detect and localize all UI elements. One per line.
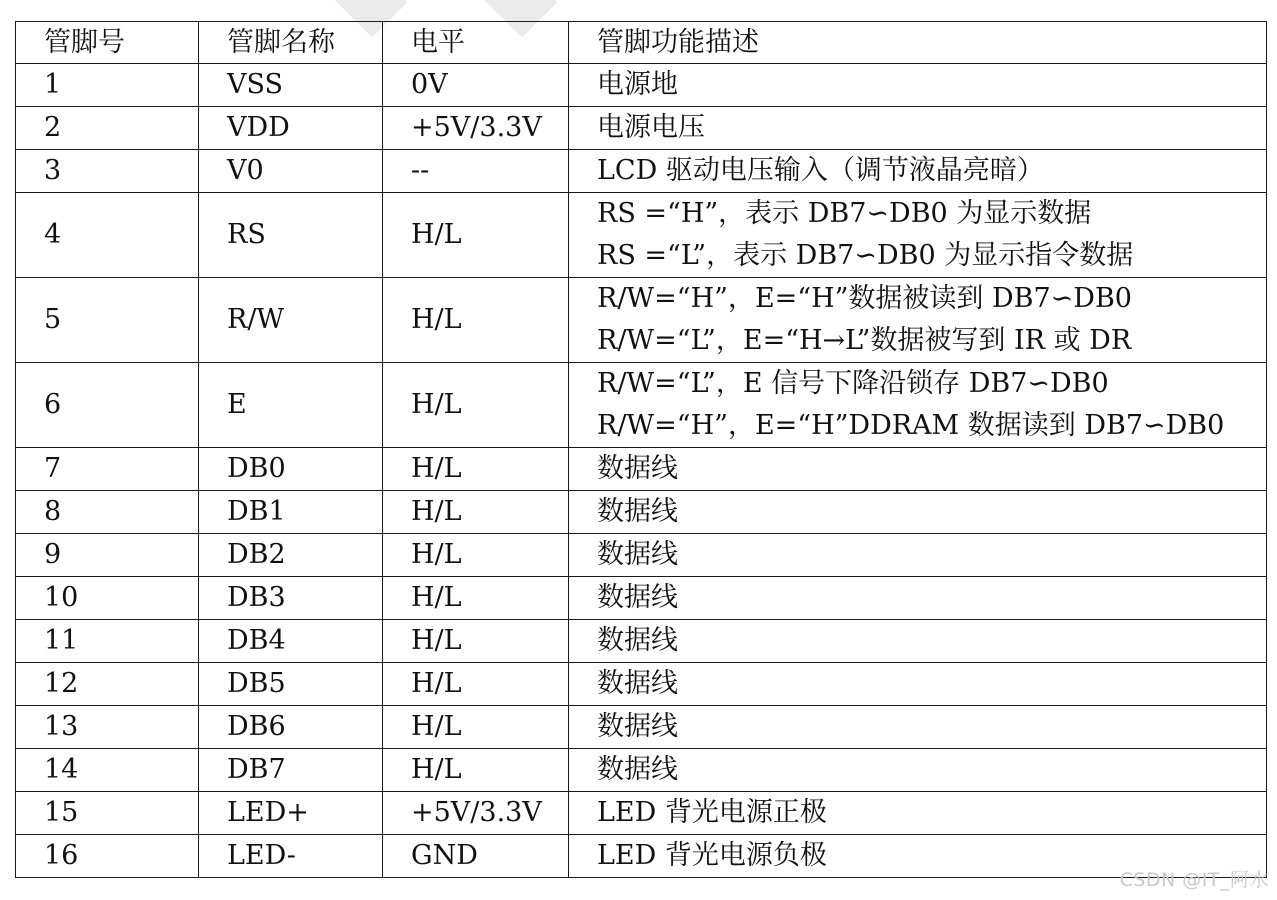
pin-name-cell: VSS xyxy=(199,64,383,107)
description-line: 电源电压 xyxy=(597,112,705,143)
pin-number-cell: 7 xyxy=(16,448,199,491)
description-cell xyxy=(569,706,1267,749)
level-cell: +5V/3.3V xyxy=(383,792,569,835)
table-row xyxy=(16,749,1267,792)
table-row xyxy=(16,363,1267,448)
header-level: 电平 xyxy=(383,22,569,64)
level-cell: GND xyxy=(383,835,569,878)
table-row xyxy=(16,150,1267,193)
level-cell: H/L xyxy=(383,363,569,448)
description-cell xyxy=(569,150,1267,193)
description-cell xyxy=(569,534,1267,577)
description-line: R/W=“L”，E 信号下降沿锁存 DB7∽DB0 xyxy=(597,368,1109,399)
description-cell xyxy=(569,792,1267,835)
pin-name-cell: LED+ xyxy=(199,792,383,835)
pin-name-cell: LED- xyxy=(199,835,383,878)
pin-number-cell: 10 xyxy=(16,577,199,620)
level-cell: H/L xyxy=(383,491,569,534)
description-cell xyxy=(569,363,1267,448)
pin-number-cell: 1 xyxy=(16,64,199,107)
table-row xyxy=(16,448,1267,491)
table-row xyxy=(16,792,1267,835)
table-row xyxy=(16,663,1267,706)
description-cell xyxy=(569,64,1267,107)
description-cell xyxy=(569,278,1267,363)
level-cell: +5V/3.3V xyxy=(383,107,569,150)
table-row xyxy=(16,278,1267,363)
description-cell xyxy=(569,193,1267,278)
pin-table xyxy=(15,21,1267,878)
description-line: 数据线 xyxy=(597,496,678,527)
description-line: LED 背光电源正极 xyxy=(597,797,827,828)
description-line: 数据线 xyxy=(597,453,678,484)
table-row xyxy=(16,64,1267,107)
header-description: 管脚功能描述 xyxy=(569,22,1267,64)
table-body xyxy=(16,64,1267,878)
header-pin-number: 管脚号 xyxy=(16,22,199,64)
level-cell: H/L xyxy=(383,663,569,706)
pin-name-cell: VDD xyxy=(199,107,383,150)
table-row xyxy=(16,107,1267,150)
level-cell: H/L xyxy=(383,749,569,792)
table-header-row xyxy=(16,22,1267,64)
description-line: 数据线 xyxy=(597,754,678,785)
description-cell xyxy=(569,749,1267,792)
pin-name-cell: DB4 xyxy=(199,620,383,663)
pin-number-cell: 11 xyxy=(16,620,199,663)
description-line: 数据线 xyxy=(597,668,678,699)
pin-name-cell: V0 xyxy=(199,150,383,193)
description-cell xyxy=(569,577,1267,620)
table-row xyxy=(16,491,1267,534)
pin-name-cell: DB1 xyxy=(199,491,383,534)
description-line: 电源地 xyxy=(597,69,678,100)
pin-name-cell: DB7 xyxy=(199,749,383,792)
pin-number-cell: 2 xyxy=(16,107,199,150)
description-line: RS =“H”，表示 DB7∽DB0 为显示数据 xyxy=(597,198,1092,229)
level-cell: H/L xyxy=(383,534,569,577)
pin-name-cell: R/W xyxy=(199,278,383,363)
description-line: 数据线 xyxy=(597,582,678,613)
level-cell: H/L xyxy=(383,278,569,363)
pin-number-cell: 5 xyxy=(16,278,199,363)
pin-name-cell: RS xyxy=(199,193,383,278)
pin-name-cell: E xyxy=(199,363,383,448)
description-line: 数据线 xyxy=(597,711,678,742)
pin-name-cell: DB0 xyxy=(199,448,383,491)
description-line: RS =“L”，表示 DB7∽DB0 为显示指令数据 xyxy=(597,240,1134,271)
pin-table-container xyxy=(15,21,1266,878)
description-line: 数据线 xyxy=(597,539,678,570)
table-row xyxy=(16,193,1267,278)
pin-number-cell: 16 xyxy=(16,835,199,878)
pin-number-cell: 13 xyxy=(16,706,199,749)
pin-number-cell: 3 xyxy=(16,150,199,193)
description-cell xyxy=(569,620,1267,663)
level-cell: H/L xyxy=(383,620,569,663)
level-cell: H/L xyxy=(383,706,569,749)
description-line: R/W=“L”，E=“H→L”数据被写到 IR 或 DR xyxy=(597,325,1132,356)
pin-number-cell: 6 xyxy=(16,363,199,448)
table-row xyxy=(16,620,1267,663)
description-cell xyxy=(569,491,1267,534)
pin-name-cell: DB5 xyxy=(199,663,383,706)
description-line: LED 背光电源负极 xyxy=(597,840,827,871)
table-row xyxy=(16,835,1267,878)
pin-name-cell: DB3 xyxy=(199,577,383,620)
table-row xyxy=(16,534,1267,577)
pin-number-cell: 14 xyxy=(16,749,199,792)
level-cell: H/L xyxy=(383,193,569,278)
pin-name-cell: DB6 xyxy=(199,706,383,749)
description-line: R/W=“H”，E=“H”DDRAM 数据读到 DB7∽DB0 xyxy=(597,410,1225,441)
level-cell: H/L xyxy=(383,577,569,620)
level-cell: 0V xyxy=(383,64,569,107)
pin-number-cell: 8 xyxy=(16,491,199,534)
description-cell xyxy=(569,663,1267,706)
pin-number-cell: 15 xyxy=(16,792,199,835)
pin-number-cell: 12 xyxy=(16,663,199,706)
header-pin-name: 管脚名称 xyxy=(199,22,383,64)
watermark-text: CSDN @IT_阿水 xyxy=(1119,869,1269,891)
description-line: R/W=“H”，E=“H”数据被读到 DB7∽DB0 xyxy=(597,283,1132,314)
description-cell xyxy=(569,448,1267,491)
level-cell: H/L xyxy=(383,448,569,491)
pin-name-cell: DB2 xyxy=(199,534,383,577)
pin-number-cell: 4 xyxy=(16,193,199,278)
description-cell xyxy=(569,107,1267,150)
table-row xyxy=(16,577,1267,620)
description-line: 数据线 xyxy=(597,625,678,656)
level-cell: -- xyxy=(383,150,569,193)
description-line: LCD 驱动电压输入（调节液晶亮暗） xyxy=(597,155,1044,186)
table-row xyxy=(16,706,1267,749)
pin-number-cell: 9 xyxy=(16,534,199,577)
